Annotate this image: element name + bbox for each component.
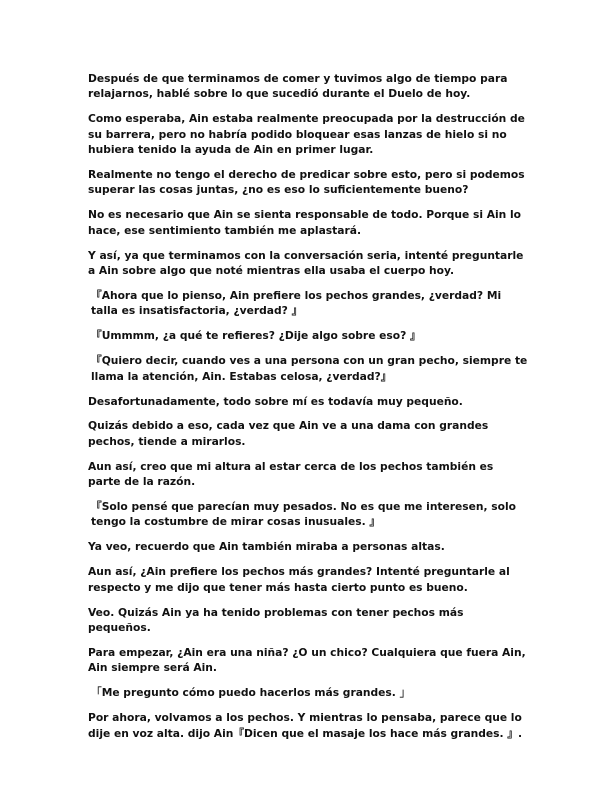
paragraph: Realmente no tengo el derecho de predicar sobre esto, pero si podemos superar las cosas juntas, ¿no es eso lo suficientemente bueno? bbox=[88, 168, 525, 197]
dialog-paragraph: 『Quiero decir, cuando ves a una persona con un gran pecho, siempre te llama la atención, Ain. Estabas celosa, ¿verdad?』 bbox=[91, 354, 528, 383]
paragraph: Ya veo, recuerdo que Ain también miraba a personas altas. bbox=[88, 540, 445, 554]
paragraph: Quizás debido a eso, cada vez que Ain ve a una dama con grandes pechos, tiende a mirarlos. bbox=[88, 419, 489, 448]
paragraph: Y así, ya que terminamos con la conversación seria, intenté preguntarle a Ain sobre algo que noté mientras ella usaba el cuerpo hoy. bbox=[88, 248, 524, 278]
dialog-paragraph: 『Ahora que lo pienso, Ain prefiere los pechos grandes, ¿verdad? Mi talla es insatisfactoria, ¿verdad? 』 bbox=[91, 288, 502, 318]
paragraph: Para empezar, ¿Ain era una niña? ¿O un chico? Cualquiera que fuera Ain, Ain siempre será Ain. bbox=[88, 645, 526, 675]
paragraph: Veo. Quizás Ain ya ha tenido problemas con tener pechos más pequeños. bbox=[88, 605, 464, 634]
paragraph: Como esperaba, Ain estaba realmente preocupada por la destrucción de su barrera, pero no habría podido bloquear esas lanzas de hielo si no hubiera tenido la ayuda de Ain en primer lugar. bbox=[88, 112, 525, 157]
dialog-paragraph: 『Ummmm, ¿a qué te refieres? ¿Dije algo sobre eso? 』 bbox=[91, 329, 421, 343]
dialog-paragraph: 『Solo pensé que parecían muy pesados. No es que me interesen, solo tengo la costumbre de mirar cosas inusuales. 』 bbox=[91, 500, 517, 529]
paragraph: Después de que terminamos de comer y tuvimos algo de tiempo para relajarnos, hablé sobre lo que sucedió durante el Duelo de hoy. bbox=[88, 72, 508, 101]
paragraph: No es necesario que Ain se sienta responsable de todo. Porque si Ain lo hace, ese sentimiento también me aplastará. bbox=[88, 208, 521, 237]
dialog-paragraph: 「Me pregunto cómo puedo hacerlos más grandes. 」 bbox=[91, 686, 411, 700]
paragraph: Aun así, ¿Ain prefiere los pechos más grandes? Intenté preguntarle al respecto y me dijo que tener más hasta cierto punto es bueno. bbox=[88, 565, 510, 594]
paragraph: Por ahora, volvamos a los pechos. Y mientras lo pensaba, parece que lo dije en voz alta. dijo Ain『Dicen que el masaje los hace más grandes. 』. bbox=[88, 711, 523, 740]
paragraph: Aun así, creo que mi altura al estar cerca de los pechos también es parte de la razón. bbox=[88, 459, 494, 489]
paragraph: Desafortunadamente, todo sobre mí es todavía muy pequeño. bbox=[88, 394, 463, 408]
document-body bbox=[88, 71, 528, 750]
